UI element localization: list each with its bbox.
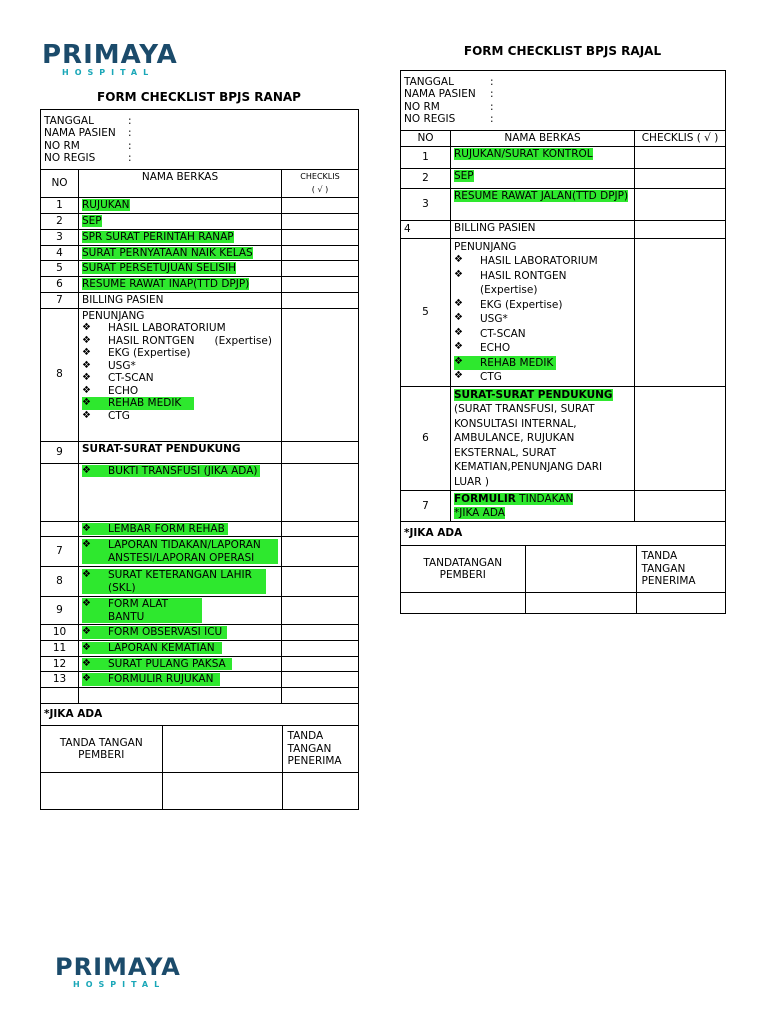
bullet-diamond-icon: ❖ — [454, 268, 463, 280]
bullet-item — [454, 341, 631, 356]
checkbox-cell[interactable] — [282, 214, 359, 230]
checkbox-cell[interactable] — [282, 245, 359, 261]
row-no: 7 — [41, 537, 79, 567]
sign-line: PENERIMA — [287, 755, 342, 768]
field-label: NO REGIS — [44, 152, 96, 164]
penunjang-cell — [451, 238, 635, 386]
row-no: 2 — [401, 168, 451, 188]
bullet-text: LAPORAN TIDAKAN/LAPORAN ANSTESI/LAPORAN OPERASI — [108, 539, 261, 564]
field-label: NAMA PASIEN — [404, 88, 476, 100]
signature-table — [41, 726, 359, 772]
row-label — [79, 261, 282, 277]
bullet-text: LAPORAN KEMATIAN — [108, 641, 215, 654]
bullet-subtext: (Expertise) — [480, 284, 538, 296]
row-label: SURAT-SURAT PENDUKUNG — [79, 441, 282, 463]
signature-boxes — [401, 593, 726, 614]
checkbox-cell[interactable] — [282, 261, 359, 277]
checkbox-cell[interactable] — [282, 640, 359, 656]
sign-box-pemberi[interactable] — [401, 593, 525, 613]
tindakan-note: *JIKA ADA — [454, 507, 505, 519]
logo-sub: HOSPITAL — [62, 68, 155, 77]
bullet-text: HASIL LABORATORIUM — [480, 255, 598, 267]
checkbox-cell[interactable] — [282, 308, 359, 441]
row-label — [451, 168, 635, 188]
bullet-item — [82, 539, 278, 564]
field-label: NO RM — [44, 139, 80, 152]
bullet-text: FORM OBSERVASI ICU — [108, 626, 223, 638]
bullet-text: CT-SCAN — [480, 327, 526, 340]
pendukung-cell — [451, 386, 635, 491]
sign-box-middle[interactable] — [525, 593, 636, 613]
row-no: 5 — [401, 238, 451, 386]
col-nama-berkas: NAMA BERKAS — [79, 170, 282, 198]
row-no: 4 — [401, 220, 451, 238]
bullet-item — [454, 356, 556, 371]
logo-sub: HOSPITAL — [73, 980, 166, 989]
bullet-text: BUKTI TRANSFUSI (JIKA ADA) — [108, 464, 258, 477]
row-no: 7 — [41, 292, 79, 308]
checkbox-cell[interactable] — [282, 292, 359, 308]
bullet-diamond-icon: ❖ — [82, 359, 91, 371]
bullet-item — [82, 523, 228, 536]
bullet-text: USG* — [108, 359, 136, 372]
field-colon: : — [490, 75, 494, 88]
penunjang-title: PENUNJANG — [82, 309, 145, 322]
bullet-diamond-icon: ❖ — [82, 322, 91, 333]
row-no: 1 — [41, 198, 79, 214]
row-label — [79, 537, 282, 567]
checkbox-cell[interactable] — [635, 168, 726, 188]
bullet-item — [82, 673, 220, 686]
bullet-text: ECHO — [108, 384, 139, 397]
signature-area — [401, 546, 726, 593]
ranap-table — [40, 109, 359, 810]
bullet-diamond-icon: ❖ — [82, 657, 91, 669]
checkbox-cell[interactable] — [282, 198, 359, 214]
bullet-item — [82, 335, 278, 348]
bullet-diamond-icon: ❖ — [82, 372, 91, 383]
logo-top — [42, 42, 178, 77]
bullet-item — [82, 598, 202, 623]
checkbox-cell[interactable] — [282, 597, 359, 625]
bullet-text: LEMBAR FORM REHAB — [108, 522, 225, 535]
penunjang-cell — [79, 308, 282, 441]
row-label — [451, 146, 635, 168]
bullet-item — [82, 372, 278, 385]
bullet-text: ECHO — [480, 342, 511, 354]
sign-box-pemberi[interactable] — [41, 773, 162, 809]
rajal-table — [400, 70, 726, 614]
row-label — [79, 567, 282, 597]
row-no: 6 — [401, 386, 451, 491]
row-label-text: RESUME RAWAT INAP(TTD DPJP) — [82, 278, 250, 290]
sign-line: PENERIMA — [641, 575, 696, 588]
tindakan-label-rest: TINDAKAN — [515, 493, 574, 505]
bullet-diamond-icon: ❖ — [82, 522, 91, 534]
bullet-text: EKG (Expertise) — [480, 298, 563, 311]
row-label: BILLING PASIEN — [451, 220, 635, 238]
row-no: 12 — [41, 656, 79, 672]
sign-line: TANGAN — [287, 742, 332, 755]
bullet-diamond-icon: ❖ — [82, 397, 91, 408]
sign-box-middle[interactable] — [162, 773, 282, 809]
checkbox-cell[interactable] — [282, 521, 359, 537]
logo-bottom — [55, 955, 181, 989]
row-no: 3 — [401, 188, 451, 220]
field-label: TANGGAL — [44, 114, 94, 127]
row-label — [79, 521, 282, 537]
rajal-patient-header — [401, 71, 726, 131]
bullet-item — [454, 269, 631, 284]
bullet-item — [454, 370, 631, 385]
sign-line: PEMBERI — [439, 569, 486, 581]
row-label-text: SPR SURAT PERINTAH RANAP — [82, 230, 234, 243]
sign-line: PEMBERI — [78, 749, 125, 761]
row-label-text: RUJUKAN — [82, 199, 130, 212]
bullet-diamond-icon: ❖ — [454, 312, 463, 323]
field-label: NAMA PASIEN — [44, 127, 116, 139]
row-no: 1 — [401, 146, 451, 168]
row-label — [79, 640, 282, 656]
row-label — [79, 229, 282, 245]
rajal-title: FORM CHECKLIST BPJS RAJAL — [463, 44, 662, 58]
sign-line: TANGAN — [641, 562, 686, 575]
row-label — [79, 214, 282, 230]
bullet-text: FORMULIR RUJUKAN — [108, 673, 214, 686]
field-colon: : — [128, 127, 132, 139]
bullet-text: CTG — [108, 409, 130, 422]
bullet-item — [82, 569, 266, 594]
bullet-diamond-icon: ❖ — [82, 539, 91, 550]
row-label-text: RESUME RAWAT JALAN(TTD DPJP) — [454, 189, 629, 202]
row-no: 8 — [41, 567, 79, 597]
bullet-item — [82, 347, 278, 360]
row-no: 8 — [41, 308, 79, 441]
checkbox-cell[interactable] — [635, 238, 726, 386]
row-no-empty — [41, 688, 79, 704]
bullet-item — [82, 626, 227, 639]
bullet-diamond-icon: ❖ — [82, 673, 91, 685]
sign-line: TANDATANGAN — [423, 556, 503, 569]
bullet-diamond-icon: ❖ — [454, 326, 463, 338]
bullet-text: HASIL LABORATORIUM — [108, 322, 226, 334]
row-label — [79, 625, 282, 641]
logo-brand: PRIMAYA — [55, 953, 181, 981]
bullet-text: HASIL RONTGEN — [480, 269, 567, 282]
bullet-item — [82, 410, 278, 423]
signature-area — [41, 726, 359, 773]
bullet-item — [454, 298, 631, 313]
col-checklis-label: CHECKLIS — [300, 172, 340, 181]
bullet-diamond-icon: ❖ — [82, 569, 91, 580]
bullet-item — [82, 397, 194, 410]
bullet-text: CTG — [480, 371, 502, 383]
row-no: 5 — [41, 261, 79, 277]
checkbox-cell[interactable] — [282, 277, 359, 293]
pendukung-title: SURAT-SURAT PENDUKUNG — [454, 388, 613, 401]
signature-box-table — [41, 773, 359, 809]
bullet-item — [82, 322, 278, 335]
field-label: NO RM — [404, 100, 440, 113]
sign-pemberi-label — [401, 546, 525, 592]
sign-box-penerima[interactable] — [636, 593, 726, 613]
signature-boxes — [41, 773, 359, 810]
row-no-empty — [41, 463, 79, 521]
bullet-item — [82, 642, 222, 655]
sign-box-penerima[interactable] — [282, 773, 359, 809]
field-label: TANGGAL — [404, 75, 454, 88]
row-label — [79, 198, 282, 214]
col-checklis-mark: ( √ ) — [311, 184, 329, 194]
sign-pemberi-box[interactable] — [162, 726, 282, 772]
row-label-empty — [79, 688, 282, 704]
row-no: 2 — [41, 214, 79, 230]
bullet-text: REHAB MEDIK — [480, 356, 554, 369]
row-label — [79, 597, 282, 625]
sign-pemberi-label — [41, 726, 162, 772]
bullet-diamond-icon: ❖ — [454, 254, 463, 265]
row-label-text: SEP — [454, 169, 474, 182]
checkbox-cell[interactable] — [635, 491, 726, 522]
checkbox-cell[interactable] — [282, 229, 359, 245]
row-no-empty — [41, 521, 79, 537]
field-colon: : — [490, 88, 494, 100]
bullet-diamond-icon: ❖ — [454, 355, 463, 367]
sign-line: TANDA — [287, 730, 324, 743]
row-no: 6 — [41, 277, 79, 293]
signature-table — [401, 546, 726, 592]
bullet-text: SURAT KETERANGAN LAHIR (SKL) — [108, 569, 252, 594]
row-label — [79, 463, 282, 521]
col-checklis: CHECKLIS ( √ ) — [635, 131, 726, 147]
bullet-diamond-icon: ❖ — [82, 626, 91, 637]
bullet-item — [82, 465, 260, 478]
sign-penerima-label — [282, 726, 359, 772]
bullet-text: FORM ALAT BANTU — [108, 598, 169, 623]
row-no: 9 — [41, 441, 79, 463]
bullet-item — [82, 658, 232, 671]
checkbox-cell[interactable] — [635, 188, 726, 220]
row-label — [79, 245, 282, 261]
col-no: NO — [41, 170, 79, 198]
tindakan-cell — [451, 491, 635, 522]
bullet-text: USG* — [480, 313, 508, 325]
bullet-item — [454, 327, 631, 342]
bullet-diamond-icon: ❖ — [82, 641, 91, 653]
checkbox-cell[interactable] — [282, 537, 359, 567]
row-no: 13 — [41, 672, 79, 688]
bullet-text: HASIL RONTGEN (Expertise) — [108, 334, 272, 347]
row-no: 9 — [41, 597, 79, 625]
note-jika-ada: *JIKA ADA — [41, 704, 359, 726]
sign-line: TANDA TANGAN — [59, 736, 143, 749]
bullet-item — [454, 254, 631, 269]
bullet-item — [454, 312, 631, 327]
col-nama-berkas: NAMA BERKAS — [451, 131, 635, 147]
tindakan-label-bold: FORMULIR — [454, 493, 516, 505]
row-no: 11 — [41, 640, 79, 656]
checkbox-cell[interactable] — [635, 220, 726, 238]
col-checklis — [282, 170, 359, 198]
field-colon: : — [128, 152, 132, 164]
checkbox-cell[interactable] — [635, 386, 726, 491]
bullet-diamond-icon: ❖ — [82, 598, 91, 609]
row-no: 10 — [41, 625, 79, 641]
row-label-text: RUJUKAN/SURAT KONTROL — [454, 147, 593, 160]
row-label-text: SURAT PERNYATAAN NAIK KELAS — [82, 246, 253, 259]
field-colon: : — [490, 100, 494, 113]
checkbox-cell[interactable] — [282, 625, 359, 641]
sign-pemberi-box[interactable] — [525, 546, 636, 592]
checkbox-cell[interactable] — [282, 656, 359, 672]
field-colon: : — [128, 114, 132, 127]
col-no: NO — [401, 131, 451, 147]
row-label — [79, 672, 282, 688]
bullet-diamond-icon: ❖ — [454, 341, 463, 352]
tindakan-label — [454, 493, 573, 505]
checkbox-cell[interactable] — [282, 441, 359, 463]
bullet-item — [82, 360, 278, 373]
row-label — [451, 188, 635, 220]
bullet-diamond-icon: ❖ — [454, 370, 463, 381]
bullet-diamond-icon: ❖ — [82, 347, 91, 358]
row-no: 7 — [401, 491, 451, 522]
bullet-text: EKG (Expertise) — [108, 347, 191, 359]
note-jika-ada: *JIKA ADA — [401, 522, 726, 546]
row-label — [79, 277, 282, 293]
bullet-text: SURAT PULANG PAKSA — [108, 657, 226, 670]
bullet-text: REHAB MEDIK — [108, 397, 182, 409]
bullet-diamond-icon: ❖ — [82, 464, 91, 476]
sign-penerima-label — [636, 546, 726, 592]
row-label: BILLING PASIEN — [79, 292, 282, 308]
bullet-diamond-icon: ❖ — [454, 297, 463, 309]
field-colon: : — [128, 139, 132, 152]
checkbox-cell[interactable] — [282, 567, 359, 597]
ranap-title: FORM CHECKLIST BPJS RANAP — [97, 90, 301, 104]
row-label — [79, 656, 282, 672]
bullet-text: CT-SCAN — [108, 372, 154, 384]
checkbox-cell[interactable] — [282, 463, 359, 521]
checkbox-cell[interactable] — [282, 688, 359, 704]
row-no: 4 — [41, 245, 79, 261]
row-no: 3 — [41, 229, 79, 245]
field-label: NO REGIS — [404, 113, 456, 125]
bullet-diamond-icon: ❖ — [82, 409, 91, 421]
penunjang-title: PENUNJANG — [454, 240, 517, 253]
row-label-text: SURAT PERSETUJUAN SELISIH — [82, 262, 237, 275]
row-label-text: SEP — [82, 215, 102, 227]
sign-line: TANDA — [641, 550, 678, 563]
field-colon: : — [490, 113, 494, 125]
bullet-diamond-icon: ❖ — [82, 334, 91, 346]
ranap-patient-header — [41, 110, 359, 170]
pendukung-body: (SURAT TRANSFUSI, SURAT KONSULTASI INTERNAL, AMBULANCE, RUJUKAN EKSTERNAL, SURAT KEMATIAN,PENUNJANG DARI LUAR ) — [454, 403, 603, 488]
checkbox-cell[interactable] — [282, 672, 359, 688]
logo-brand: PRIMAYA — [42, 40, 178, 70]
bullet-diamond-icon: ❖ — [82, 384, 91, 396]
checkbox-cell[interactable] — [635, 146, 726, 168]
bullet-item — [82, 385, 278, 398]
signature-box-table — [401, 593, 726, 613]
